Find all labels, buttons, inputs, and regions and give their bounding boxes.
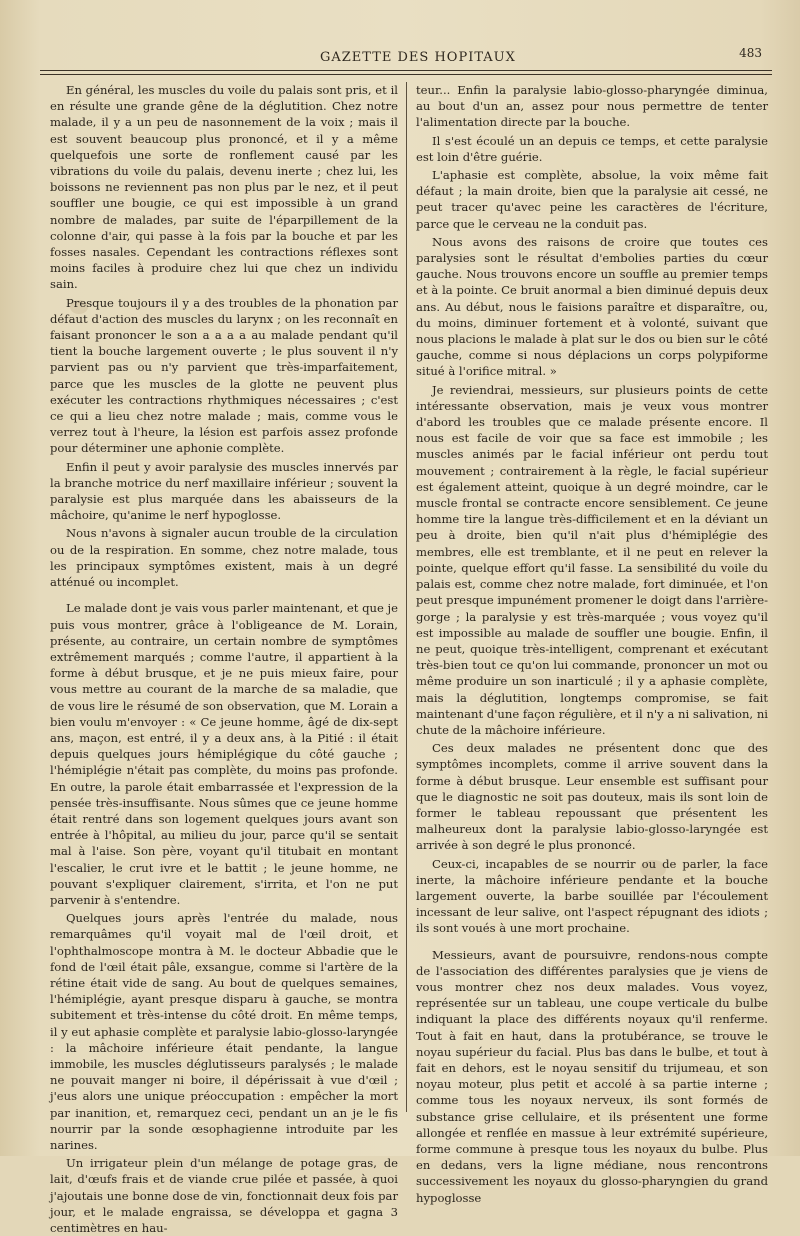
paragraph: Messieurs, avant de poursuivre, rendons-nous compte de l'association des différentes paralysies que je viens de vous montrer chez nos deux malades. Vous voyez, représentée sur un tableau, une coupe verticale du bulbe indiquant la place des différents noyaux qu'il renferme. Tout à fait en haut, dans la protubérance, se trouve le noyau supérieur du facial. Plus bas dans le bulbe, et tout à fait en dehors, est le noyau sensitif du trijumeau, et son noyau moteur, plus petit et accolé à sa partie interne ; comme tous les noyaux nerveux, ils sont formés de substance grise cellulaire, et ils présentent une forme allongée et renflée en massue à leur extrémité supérieure, forme commune à presque tous les noyaux du bulbe. Plus en dedans, vers la ligne médiane, nous rencontrons successivement les noyaux du glosso-pharyngien du grand hypoglosse (416, 947, 768, 1205)
page-number: 483 (739, 46, 762, 60)
paragraph: Le malade dont je vais vous parler maintenant, et que je puis vous montrer, grâce à l'obligeance de M. Lorain, présente, au contraire, un certain nombre de symptômes extrêmement marqués ; comme l'autre, il appartient à la forme à début brusque, et je ne puis mieux faire, pour vous mettre au courant de la marche de sa maladie, que de vous lire le résumé de son observation, que M. Lorain a bien voulu m'envoyer : « Ce jeune homme, âgé de dix-sept ans, maçon, est entré, il y a deux ans, à la Pitié : il était depuis quelques jours hémiplégique du côté gauche ; l'hémiplégie n'était pas complète, du moins pas profonde. En outre, la parole était embarrassée et l'expression de la pensée très-insuffisante. Nous sûmes que ce jeune homme était rentré dans son logement quelques jours avant son entrée à l'hôpital, au milieu du jour, parce qu'il se sentait mal à l'aise. Son père, voyant qu'il titubait en montant l'escalier, le crut ivre et le battit ; le jeune homme, ne pouvant s'expliquer clairement, s'irrita, et l'on ne put parvenir à s'entendre. (50, 601, 398, 907)
paragraph: En général, les muscles du voile du palais sont pris, et il en résulte une grande gêne de la déglutition. Chez notre malade, il y a un peu de nasonnement de la voix ; mais il est souvent beaucoup plus prononcé, et il y a même quelquefois une sorte de ronflement causé par les vibrations du voile du palais, devenu inerte ; chez lui, les boissons ne reviennent pas non plus par le nez, et il peut souffler une bougie, ce qui est impossible à un grand nombre de malades, par suite de l'éparpillement de la colonne d'air, qui passe à la fois par la bouche et par les fosses nasales. Cependant les contractions réflexes sont moins faciles à produire chez lui que chez un individu sain. (50, 83, 398, 292)
paragraph: L'aphasie est complète, absolue, la voix même fait défaut ; la main droite, bien que la paralysie ait cessé, ne peut tracer qu'avec peine les caractères de l'écriture, parce que le cerveau ne la conduit pas. (416, 168, 768, 231)
paragraph: Ces deux malades ne présentent donc que des symptômes incomplets, comme il arrive souvent dans la forme à début brusque. Leur ensemble est suffisant pour que le diagnostic ne soit pas douteux, mais ils sont loin de former le tableau repoussant que présentent les malheureux dont la paralysie labio-glosso-laryngée est arrivée à son degré le plus prononcé. (416, 741, 768, 853)
paragraph: Un irrigateur plein d'un mélange de potage gras, de lait, d'œufs frais et de viande crue pilée et passée, à quoi j'ajoutais une bonne dose de vin, fonctionnait deux fois par jour, et le malade engraissa, se développa et gagna 3 centimètres en hau- (50, 1156, 398, 1236)
paragraph: Je reviendrai, messieurs, sur plusieurs points de cette intéressante observation, mais je veux vous montrer d'abord les troubles que ce malade présente encore. Il nous est facile de voir que sa face est immobile ; les muscles animés par le facial inférieur ont perdu tout mouvement ; contrairement à la règle, le facial supérieur est également atteint, quoique à un degré moindre, car le muscle frontal se contracte encore sensiblement. Ce jeune homme tire la langue très-difficilement et en la déviant un peu à droite, bien qu'il n'ait plus d'hémiplégie des membres, elle est tremblante, et il ne peut en relever la pointe, quelque effort qu'il fasse. La sensibilité du voile du palais est, comme chez notre malade, fort diminuée, et l'on peut presque impunément promener le doigt dans l'arrière-gorge ; la paralysie y est très-marquée ; vous voyez qu'il est impossible au malade de souffler une bougie. Enfin, il ne peut, quoique très-intelligent, comprenant et exécutant très-bien tout ce qu'on lui commande, prononcer un mot ou même produire un son inarticulé ; il y a aphasie complète, mais la déglutition, longtemps compromise, se fait maintenant d'une façon régulière, et il n'y a ni salivation, ni chute de la mâchoire inférieure. (416, 382, 768, 737)
paragraph: teur... Enfin la paralysie labio-glosso-pharyngée diminua, au bout d'un an, assez pour nous permettre de tenter l'alimentation directe par la bouche. (416, 83, 768, 130)
paragraph: Nous n'avons à signaler aucun trouble de la circulation ou de la respiration. En somme, chez notre malade, tous les principaux symptômes existent, mais à un degré atténué ou incomplet. (50, 526, 398, 590)
paragraph: Ceux-ci, incapables de se nourrir ou de parler, la face inerte, la mâchoire inférieure pendante et la bouche largement ouverte, la barbe souillée par l'écoulement incessant de leur salive, ont l'aspect répugnant des idiots ; ils sont voués à une mort prochaine. (416, 856, 768, 936)
right-column (416, 82, 768, 1205)
header-rule-thin (40, 74, 772, 75)
paragraph: Enfin il peut y avoir paralysie des muscles innervés par la branche motrice du nerf maxillaire inférieur ; souvent la paralysie est plus marquée dans les abaisseurs de la mâchoire, qu'anime le nerf hypoglosse. (50, 459, 398, 523)
column-divider (406, 82, 407, 1112)
page-header (40, 38, 770, 68)
paragraph: Presque toujours il y a des troubles de la phonation par défaut d'action des muscles du larynx ; on les reconnaît en faisant prononcer le son a a a a au malade pendant qu'il tient la bouche largement ouverte ; le plus souvent il n'y parvient pas ou n'y parvient que très-imparfaitement, parce que les muscles de la glotte ne peuvent plus exécuter les contractions rhythmiques nécessaires ; c'est ce qui a lieu chez notre malade ; mais, comme vous le verrez tout à l'heure, la lésion est parfois assez profonde pour déterminer une aphonie complète. (50, 295, 398, 456)
header-rule (40, 70, 772, 71)
left-column (50, 82, 398, 1236)
paragraph: Quelques jours après l'entrée du malade, nous remarquâmes qu'il voyait mal de l'œil droit, et l'ophthalmoscope montra à M. le docteur Abbadie que le fond de l'œil était pâle, exsangue, comme si l'artère de la rétine était vide de sang. Au bout de quelques semaines, l'hémiplégie, ayant presque disparu à gauche, se montra subitement et très-intense du côté droit. En même temps, il y eut aphasie complète et paralysie labio-glosso-laryngée : la mâchoire inférieure était pendante, la langue immobile, les muscles déglutisseurs paralysés ; le malade ne pouvait manger ni boire, il dépérissait à vue d'œil ; j'eus alors une unique préoccupation : empêcher la mort par inanition, et, remarquez ceci, pendant un an je le fis nourrir par la sonde œsophagienne introduite par les narines. (50, 911, 398, 1152)
paragraph: Nous avons des raisons de croire que toutes ces paralysies sont le résultat d'embolies parties du cœur gauche. Nous trouvons encore un souffle au premier temps et à la pointe. Ce bruit anormal a bien diminué depuis deux ans. Au début, nous le faisions paraître et disparaître, ou, du moins, diminuer fortement et à volonté, suivant que nous placions le malade à plat sur le dos ou bien sur le côté gauche, comme si nous déplacions un corps polypiforme situé à l'orifice mitral. » (416, 234, 768, 379)
paragraph: Il s'est écoulé un an depuis ce temps, et cette paralysie est loin d'être guérie. (416, 133, 768, 164)
journal-title: GAZETTE DES HOPITAUX (320, 50, 516, 65)
